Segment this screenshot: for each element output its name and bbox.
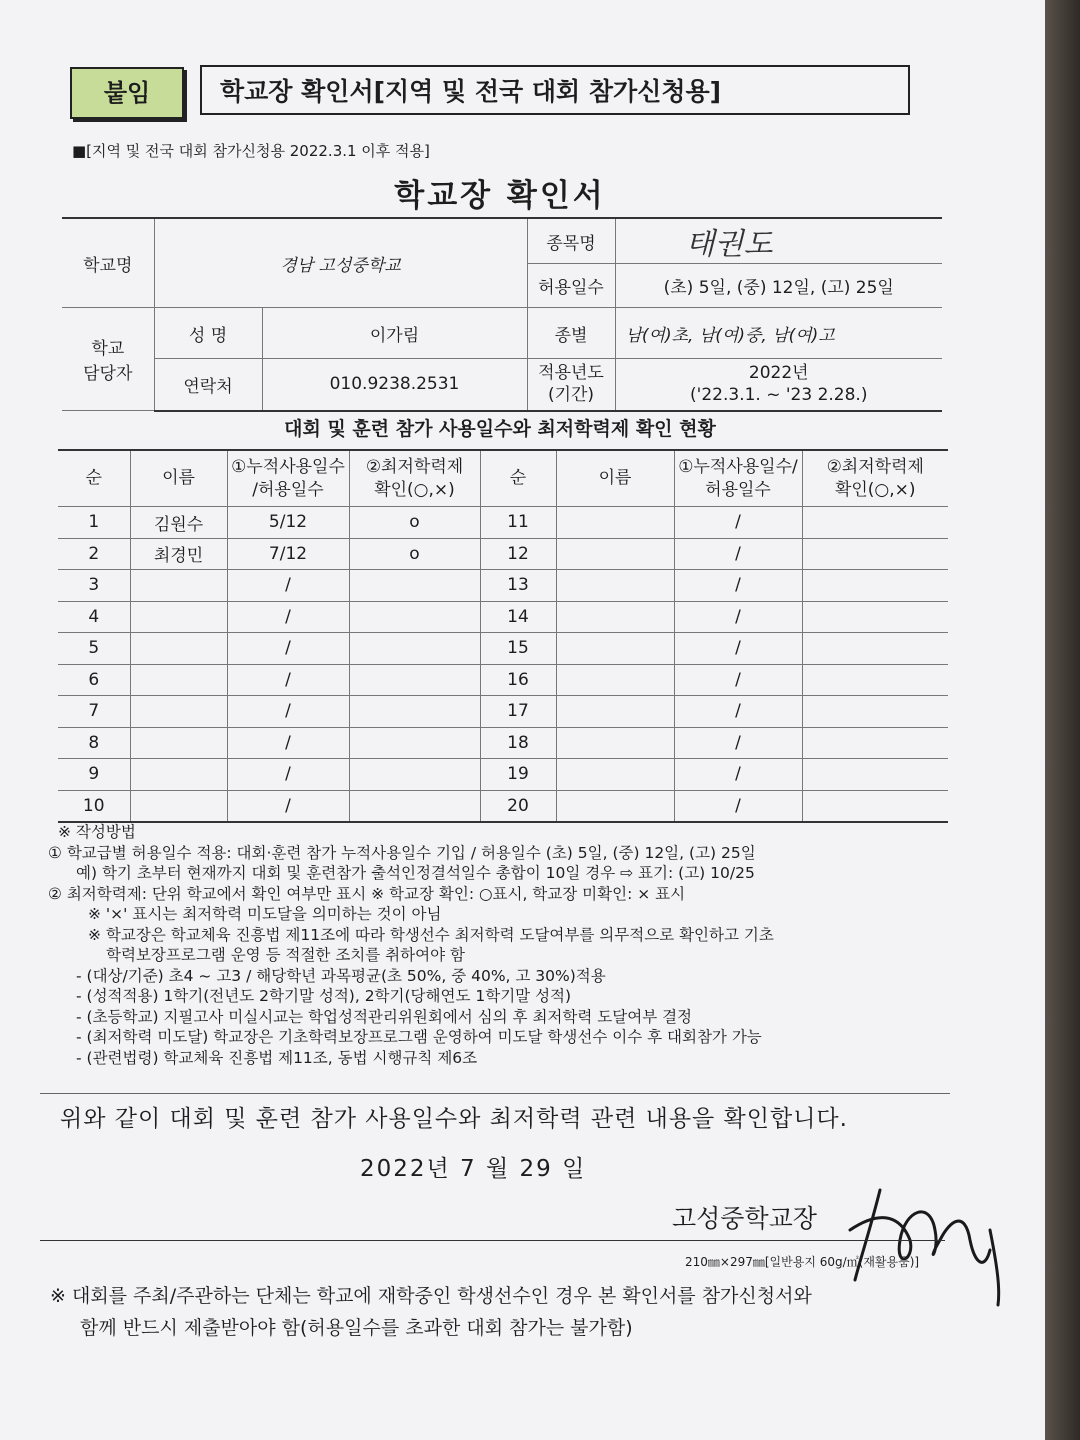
row-no: 6 xyxy=(58,664,130,696)
row-check xyxy=(802,790,948,822)
header-name-right: 이름 xyxy=(556,450,674,507)
header-name-left: 이름 xyxy=(130,450,227,507)
principal-title: 고성중학교장 xyxy=(672,1204,817,1233)
row-no: 10 xyxy=(58,790,130,822)
applicability-note: ■[지역 및 전국 대회 참가신청용 2022.3.1 이후 적용] xyxy=(72,142,430,160)
row-days: / xyxy=(674,696,802,728)
row-name: 김원수 xyxy=(130,507,227,539)
row-name xyxy=(556,759,674,791)
participation-records-table xyxy=(58,449,948,823)
row-days: / xyxy=(674,570,802,602)
row-no: 15 xyxy=(480,633,556,665)
header-check-left-l2: 확인(○,×) xyxy=(374,479,455,500)
row-name xyxy=(556,601,674,633)
row-name xyxy=(130,790,227,822)
detail-below-minimum: - (최저학력 미도달) 학교장은 기초학력보장프로그램 운영하여 미도달 학생선수 이수 후 대회참가 가능 xyxy=(76,1028,762,1046)
records-section-title: 대회 및 훈련 참가 사용일수와 최저학력제 확인 현황 xyxy=(284,418,716,440)
row-name xyxy=(130,727,227,759)
row-no: 13 xyxy=(480,570,556,602)
row-check xyxy=(349,601,480,633)
detail-grades: - (성적적용) 1학기(전년도 2학기말 성적), 2학기(당해연도 1학기말 성적) xyxy=(76,987,572,1005)
phone-label: 연락처 xyxy=(154,359,262,411)
header-days-left xyxy=(227,450,349,507)
row-name xyxy=(130,601,227,633)
row-check xyxy=(349,664,480,696)
instruction-2-note-b-cont: 학력보장프로그램 운영 등 적절한 조치를 취하여야 함 xyxy=(106,946,465,964)
header-days-left-l1: ①누적사용일수 xyxy=(231,456,345,477)
table-row xyxy=(58,570,948,602)
period-label-line1: 적용년도 xyxy=(538,363,604,384)
header-days-left-l2: /허용일수 xyxy=(252,479,324,500)
instruction-1-example: 예) 학기 초부터 현재까지 대회 및 훈련참가 출석인정결석일수 총합이 10일 경우 ⇨ 표기: (고) 10/25 xyxy=(76,864,755,882)
header-check-right-l1: ②최저학력제 xyxy=(826,456,924,477)
period-range: ('22.3.1. ~ '23 2.28.) xyxy=(690,385,868,406)
allowed-days-value: (초) 5일, (중) 12일, (고) 25일 xyxy=(615,264,942,308)
row-days: / xyxy=(227,633,349,665)
row-check xyxy=(349,790,480,822)
header-days-right-l2: 허용일수 xyxy=(705,479,771,500)
table-row xyxy=(58,696,948,728)
row-days: / xyxy=(674,507,802,539)
row-days: / xyxy=(227,696,349,728)
name-value: 이가림 xyxy=(262,308,527,359)
footer-line-2: 함께 반드시 제출받아야 함(허용일수를 초과한 대회 참가는 불가함) xyxy=(80,1317,633,1339)
row-name xyxy=(556,727,674,759)
row-no: 11 xyxy=(480,507,556,539)
row-no: 4 xyxy=(58,601,130,633)
row-check xyxy=(802,601,948,633)
row-no: 14 xyxy=(480,601,556,633)
footer-line-1: ※ 대회를 주최/주관하는 단체는 학교에 재학중인 학생선수인 경우 본 확인서를 참가신청서와 xyxy=(50,1285,812,1307)
row-no: 8 xyxy=(58,727,130,759)
footer-note xyxy=(50,1280,950,1344)
issue-date: 2022년 7 월 29 일 xyxy=(360,1156,587,1182)
row-days: / xyxy=(227,664,349,696)
row-name xyxy=(556,538,674,570)
row-name: 최경민 xyxy=(130,538,227,570)
table-row xyxy=(58,664,948,696)
header-check-right-l2: 확인(○,×) xyxy=(834,479,916,500)
row-check xyxy=(802,633,948,665)
table-row xyxy=(58,727,948,759)
row-name xyxy=(556,790,674,822)
detail-elementary: - (초등학교) 지필고사 미실시교는 학업성적관리위원회에서 심의 후 최저학력 도달여부 결정 xyxy=(76,1007,693,1026)
desk-background xyxy=(1045,0,1080,1440)
event-label: 종목명 xyxy=(527,218,615,264)
school-info-table xyxy=(62,217,942,412)
row-days: / xyxy=(227,601,349,633)
row-check: o xyxy=(349,507,480,539)
row-check xyxy=(802,507,948,539)
divider xyxy=(40,1093,950,1094)
paper-spec: 210㎜×297㎜[일반용지 60g/㎡(재활용품)] xyxy=(685,1255,920,1269)
row-days: / xyxy=(227,759,349,791)
table-row xyxy=(58,538,948,570)
row-check xyxy=(802,696,948,728)
row-days: / xyxy=(227,570,349,602)
row-days: 5/12 xyxy=(227,507,349,539)
header-no-right: 순 xyxy=(480,450,556,507)
row-no: 1 xyxy=(58,507,130,539)
gender-label: 종별 xyxy=(527,308,615,359)
period-label-line2: (기간) xyxy=(547,385,595,406)
row-days: / xyxy=(674,790,802,822)
gender-value: 남(여)초, 남(여)중, 남(여)고 xyxy=(615,308,942,359)
row-check xyxy=(802,570,948,602)
row-no: 18 xyxy=(480,727,556,759)
row-no: 9 xyxy=(58,759,130,791)
header-check-left-l1: ②최저학력제 xyxy=(365,456,464,477)
header-no-left: 순 xyxy=(58,450,130,507)
row-days: / xyxy=(674,727,802,759)
row-name xyxy=(556,570,674,602)
instruction-2-note-b: ※ 학교장은 학교체육 진흥법 제11조에 따라 학생선수 최저학력 도달여부를 의무적으로 확인하고 기초 xyxy=(88,925,774,944)
header-days-right-l1: ①누적사용일수/ xyxy=(678,456,798,477)
instruction-2: ② 최저학력제: 단위 학교에서 확인 여부만 표시 ※ 학교장 확인: ○표시, 학교장 미확인: × 표시 xyxy=(48,884,686,903)
instruction-2-note-a: ※ '×' 표시는 최저학력 미도달을 의미하는 것이 아님 xyxy=(88,905,442,923)
table-row xyxy=(58,601,948,633)
row-no: 20 xyxy=(480,790,556,822)
header-check-right xyxy=(802,450,948,507)
row-no: 17 xyxy=(480,696,556,728)
row-days: / xyxy=(674,601,802,633)
attachment-badge: 붙임 xyxy=(70,67,184,119)
row-no: 5 xyxy=(58,633,130,665)
instruction-1: ① 학교급별 허용일수 적용: 대회·훈련 참가 누적사용일수 기입 / 허용일수 (초) 5일, (중) 12일, (고) 25일 xyxy=(48,843,756,862)
confirmation-statement: 위와 같이 대회 및 훈련 참가 사용일수와 최저학력 관련 내용을 확인합니다. xyxy=(60,1106,848,1132)
table-row xyxy=(58,759,948,791)
row-name xyxy=(556,696,674,728)
period-label xyxy=(527,359,615,411)
row-no: 16 xyxy=(480,664,556,696)
document-title: 학교장 확인서 xyxy=(394,178,606,214)
row-name xyxy=(556,664,674,696)
row-days: / xyxy=(674,664,802,696)
detail-target: - (대상/기준) 초4 ~ 고3 / 해당학년 과목평균(초 50%, 중 40%, 고 30%)적용 xyxy=(76,966,606,985)
row-no: 12 xyxy=(480,538,556,570)
row-name xyxy=(556,633,674,665)
row-check xyxy=(802,727,948,759)
header-title: 학교장 확인서[지역 및 전국 대회 참가신청용] xyxy=(200,65,910,115)
row-check xyxy=(349,759,480,791)
row-check xyxy=(802,664,948,696)
row-check xyxy=(349,633,480,665)
row-name xyxy=(130,696,227,728)
school-name-label: 학교명 xyxy=(62,218,154,308)
row-check xyxy=(349,696,480,728)
allowed-days-label: 허용일수 xyxy=(527,264,615,308)
detail-laws: - (관련법령) 학교체육 진흥법 제11조, 동법 시행규칙 제6조 xyxy=(76,1048,478,1067)
row-days: / xyxy=(674,759,802,791)
period-value xyxy=(615,359,942,411)
instructions xyxy=(48,822,958,1068)
row-name xyxy=(130,664,227,696)
row-check xyxy=(349,727,480,759)
phone-value: 010.9238.2531 xyxy=(262,359,527,411)
period-year: 2022년 xyxy=(748,363,809,384)
school-name-value: 경남 고성중학교 xyxy=(154,218,527,308)
header-days-right xyxy=(674,450,802,507)
row-no: 3 xyxy=(58,570,130,602)
row-name xyxy=(130,570,227,602)
row-days: / xyxy=(227,790,349,822)
table-row xyxy=(58,790,948,822)
row-days: / xyxy=(674,538,802,570)
row-check xyxy=(802,538,948,570)
row-no: 2 xyxy=(58,538,130,570)
instructions-heading: ※ 작성방법 xyxy=(58,823,136,841)
row-name xyxy=(130,633,227,665)
divider xyxy=(40,1240,945,1241)
row-check: o xyxy=(349,538,480,570)
table-row xyxy=(58,507,948,539)
row-name xyxy=(130,759,227,791)
row-days: / xyxy=(674,633,802,665)
name-label: 성 명 xyxy=(154,308,262,359)
row-no: 19 xyxy=(480,759,556,791)
row-check xyxy=(802,759,948,791)
row-check xyxy=(349,570,480,602)
row-days: / xyxy=(227,727,349,759)
header-check-left xyxy=(349,450,480,507)
row-no: 7 xyxy=(58,696,130,728)
event-value-handwritten: 태권도 xyxy=(615,218,942,264)
row-name xyxy=(556,507,674,539)
row-days: 7/12 xyxy=(227,538,349,570)
contact-person-label: 학교 담당자 xyxy=(62,308,154,411)
table-row xyxy=(58,633,948,665)
